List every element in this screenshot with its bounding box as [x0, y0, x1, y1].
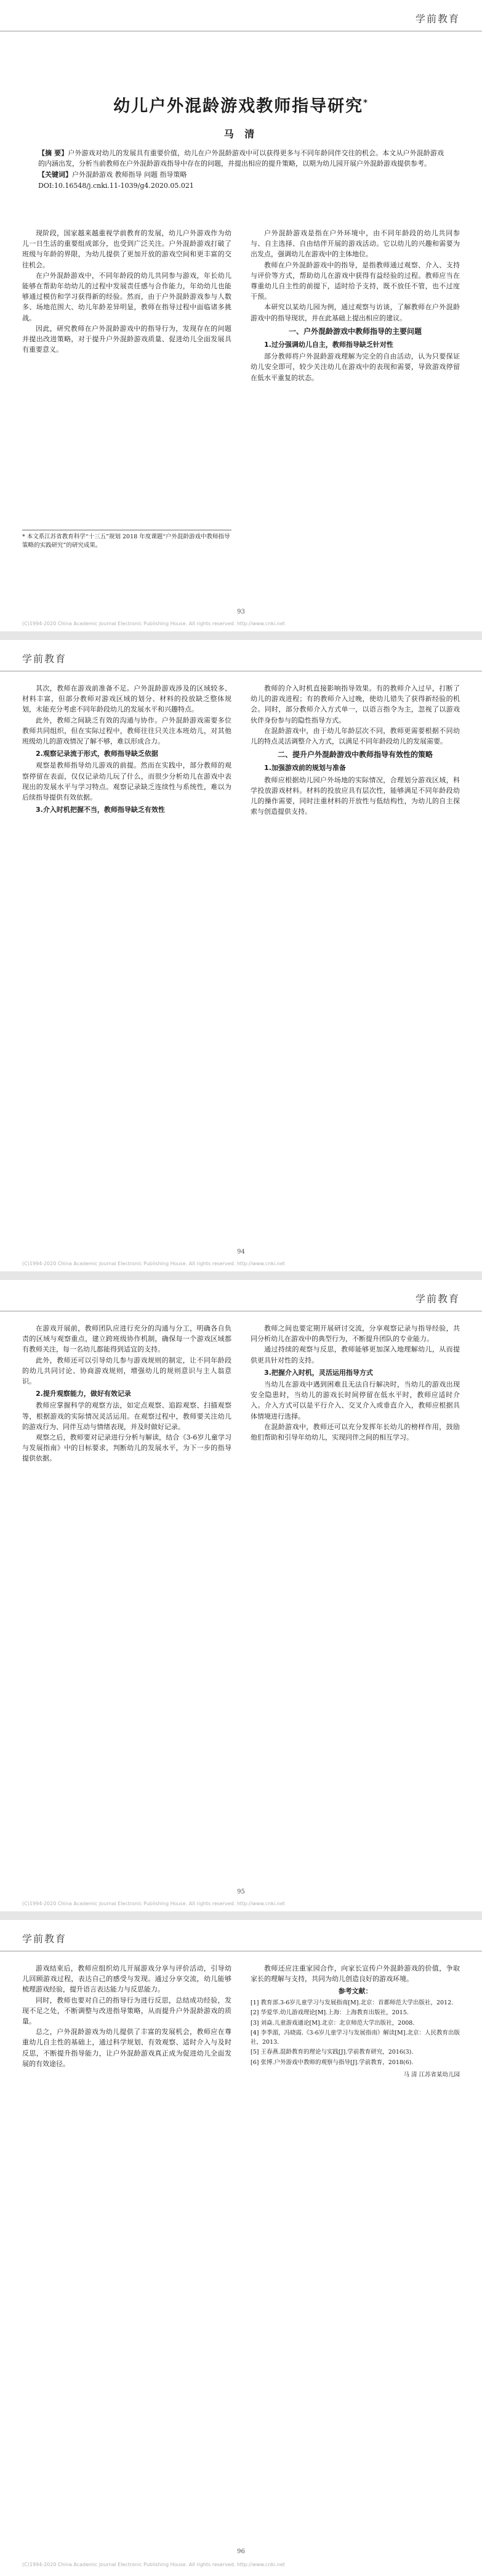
reference-item: [6] 张博.户外游戏中教师的观察与指导[J].学前教育，2018(6).: [251, 2059, 414, 2066]
journal-header: [0, 1280, 482, 1311]
page-1: [0, 0, 482, 631]
reference-item: [5] 王春燕.混龄教育的理论与实践[J].学前教育研究，2016(3).: [251, 2049, 414, 2056]
article-title: 幼儿户外混龄游戏教师指导研究*: [113, 97, 369, 116]
copyright-line: (C)1994-2020 China Academic Journal Electronic Publishing House. All rights reserved. http://www.cnki.net: [22, 1261, 285, 1266]
page-divider: [0, 1911, 482, 1920]
page2-left-column: 其次，教师在游戏前准备不足。户外混龄游戏涉及的区域较多、材料丰富，但部分教师对游戏区域的划分、材料的投放缺乏整体规划，未能充分考虑不同年龄段幼儿的发展水平和兴趣特点。 此外，教师之间缺乏有效的沟通与协作。户外混龄游戏需要多位教师共同组织，但在实际过程中，教师往往只关注本班幼儿，对其他班级幼儿的游戏情况了解不够，难以形成合力。 2.观察记录流于形式，教师指导缺乏依据 观察是教师指导幼儿游戏的前提。然而在实践中，部分教师的观察停留在表面，仅仅记录幼儿玩了什么，而很少分析幼儿在游戏中表现出的发展水平与学习特点。观察记录缺乏连续性与系统性，难以为后续指导提供有效依据。 3.介入时机把握不当，教师指导缺乏有效性: [22, 683, 231, 816]
subsection-heading: 3.介入时机把握不当，教师指导缺乏有效性: [36, 806, 165, 814]
page-number: 96: [237, 2548, 245, 2555]
footnote: * 本文系江苏省教育科学“十三五”规划 2018 年度课题“户外混龄游戏中教师指导策略的实践研究”的研究成果。: [22, 530, 231, 550]
doi: DOI:10.16548/j.cnki.11-1039/g4.2020.05.021: [38, 182, 194, 190]
page-4: [0, 1920, 482, 2576]
page-2: [0, 640, 482, 1271]
page4-right-column: 教师还应注重家园合作，向家长宣传户外混龄游戏的价值，争取家长的理解与支持，共同为幼儿创造良好的游戏环境。 参考文献： [1] 教育部.3-6岁儿童学习与发展指南[M].北京：首都师范大学出版社，2012. [2] 华爱华.幼儿游戏理论[M].上海：上海教育出版社，2015. [3] 刘焱.儿童游戏通论[M].北京：北京师范大学出版社，2008. [4] 李季湄，冯晓霞.《3-6岁儿童学习与发展指南》解读[M].北京：人民教育出版社，2013. [5] 王春燕.混龄教育的理论与实践[J].学前教育研究，2016(3). [6] 张博.户外游戏中教师的观察与指导[J].学前教育，2018(6). 马 清 江苏省某幼儿园: [251, 1963, 460, 2081]
page2-right-column: 教师的介入时机直接影响指导效果。有的教师介入过早，打断了幼儿的游戏进程；有的教师介入过晚，使幼儿错失了获得新经验的机会。同时，部分教师介入方式单一，以语言指令为主，忽视了以游戏伙伴身份参与的隐性指导方式。 在混龄游戏中，由于幼儿年龄层次不同，教师更需要根据不同幼儿的特点灵活调整介入方式，以满足不同年龄段幼儿的发展需要。 二、提升户外混龄游戏中教师指导有效性的策略 1.加强游戏前的规划与准备 教师应根据幼儿园户外场地的实际情况，合理划分游戏区域，科学投放游戏材料。材料的投放应具有层次性，能够满足不同年龄段幼儿的操作需要，同时注重材料的开放性与低结构性，为幼儿的自主探索与创造提供支持。: [251, 684, 460, 816]
journal-header: [0, 0, 482, 31]
subsection-heading: 3.把握介入时机，灵活运用指导方式: [264, 1368, 373, 1377]
author-note: 马 清 江苏省某幼儿园: [403, 2072, 460, 2079]
page3-left-column: 在游戏开展前，教师团队应进行充分的沟通与分工，明确各自负责的区域与观察重点，建立跨班级协作机制，确保每一个游戏区域都有教师关注，每一名幼儿都能得到适宜的支持。 此外，教师还可以引导幼儿参与游戏规则的制定，让不同年龄段的幼儿共同讨论、协商游戏规则，增强幼儿的规则意识与主人翁意识。 2.提升观察能力，做好有效记录 教师应掌握科学的观察方法，如定点观察、追踪观察、扫描观察等，根据游戏的实际情况灵活运用。在观察过程中，教师要关注幼儿的游戏行为、同伴互动与情绪表现，并及时做好记录。 观察之后，教师要对记录进行分析与解读，结合《3-6岁儿童学习与发展指南》中的目标要求，判断幼儿的发展水平，为下一步的指导提供依据。: [22, 1324, 231, 1463]
section-heading: 一、户外混龄游戏中教师指导的主要问题: [288, 326, 422, 336]
abstract: 【摘 要】户外游戏对幼儿的发展具有重要价值，幼儿在户外混龄游戏中可以获得更多与不同年龄同伴交往的机会。本文从户外混龄游戏的内涵出发，分析当前教师在户外混龄游戏指导中存在的问题，并提出相应的提升策略，以期为幼儿园开展户外混龄游戏提供参考。 【关键词】户外混龄游戏 教师指导 问题 指导策略 DOI:10.16548/j.cnki.11-1039/g4.2020.05.021: [38, 149, 444, 190]
page-divider: [0, 631, 482, 640]
page-divider: [0, 1271, 482, 1280]
journal-name: 学前教育: [415, 13, 460, 25]
references: [251, 1987, 460, 2080]
page-number: 94: [237, 1249, 245, 1255]
page1-left-column: 现阶段，国家越来越重视学前教育的发展，幼儿户外游戏作为幼儿一日生活的重要组成部分，也受到广泛关注。户外混龄游戏打破了班级与年龄的界限，为幼儿提供了更加开放的游戏空间和更丰富的交往机会。 在户外混龄游戏中，不同年龄段的幼儿共同参与游戏，年长幼儿能够在帮助年幼幼儿的过程中发展责任感与合作能力，年幼幼儿也能够通过模仿和学习获得新的经验。然而，由于户外混龄游戏参与人数多、场地范围大、幼儿年龄差异明显，教师在指导过程中面临诸多挑战。 因此，研究教师在户外混龄游戏中的指导行为，发现存在的问题并提出改进策略，对于提升户外混龄游戏质量、促进幼儿全面发展具有重要意义。: [22, 229, 231, 354]
page1-right-column: 户外混龄游戏是指在户外环境中，由不同年龄段的幼儿共同参与、自主选择、自由结伴开展的游戏活动。它以幼儿的兴趣和需要为出发点，强调幼儿在游戏中的主体地位。 教师在户外混龄游戏中的指导，是指教师通过观察、介入、支持与评价等方式，帮助幼儿在游戏中获得有益经验的过程。教师应当在尊重幼儿自主性的前提下，适时给予支持，既不放任不管，也不过度干预。 本研究以某幼儿园为例，通过观察与访谈，了解教师在户外混龄游戏中的指导现状，并在此基础上提出相应的建议。 一、户外混龄游戏中教师指导的主要问题 1.过分强调幼儿自主，教师指导缺乏针对性 部分教师将户外混龄游戏理解为完全的自由活动，认为只要保证幼儿安全即可，较少关注幼儿在游戏中的表现和需要，导致游戏停留在低水平重复的状态。: [251, 229, 460, 382]
copyright-line: (C)1994-2020 China Academic Journal Electronic Publishing House. All rights reserved. http://www.cnki.net: [22, 621, 285, 626]
copyright-line: (C)1994-2020 China Academic Journal Electronic Publishing House. All rights reserved. http://www.cnki.net: [22, 2562, 285, 2567]
journal-header: [0, 640, 482, 671]
reference-item: [2] 华爱华.幼儿游戏理论[M].上海：上海教育出版社，2015.: [251, 2009, 409, 2017]
article-author: 马 清: [223, 128, 259, 140]
journal-name: 学前教育: [415, 1293, 460, 1305]
subsection-heading: 2.提升观察能力，做好有效记录: [36, 1390, 131, 1398]
page4-left-column: 游戏结束后，教师应组织幼儿开展游戏分享与评价活动，引导幼儿回顾游戏过程，表达自己的感受与发现。通过分享交流，幼儿能够梳理游戏经验，提升语言表达能力与反思能力。 同时，教师也要对自己的指导行为进行反思，总结成功经验，发现不足之处，不断调整与改进指导策略，从而提升户外混龄游戏的质量。 总之，户外混龄游戏为幼儿提供了丰富的发展机会，教师应在尊重幼儿自主性的基础上，通过科学规划、有效观察、适时介入与及时反思，不断提升指导能力，让户外混龄游戏真正成为促进幼儿全面发展的有效途径。: [22, 1964, 231, 2068]
page-3: [0, 1280, 482, 1911]
subsection-heading: 1.加强游戏前的规划与准备: [264, 764, 346, 772]
references-heading: 参考文献：: [338, 1987, 372, 1996]
journal-name: 学前教育: [22, 1933, 67, 1945]
subsection-heading: 1.过分强调幼儿自主，教师指导缺乏针对性: [264, 341, 393, 349]
reference-item: [3] 刘焱.儿童游戏通论[M].北京：北京师范大学出版社，2008.: [251, 2019, 415, 2027]
reference-item: [1] 教育部.3-6岁儿童学习与发展指南[M].北京：首都师范大学出版社，2012.: [251, 1999, 454, 2006]
page-number: 93: [237, 609, 245, 615]
page-number: 95: [237, 1889, 245, 1895]
journal-name: 学前教育: [22, 653, 67, 665]
copyright-line: (C)1994-2020 China Academic Journal Electronic Publishing House. All rights reserved. http://www.cnki.net: [22, 1901, 285, 1906]
journal-header: [0, 1920, 482, 1951]
page3-right-column: 教师之间也要定期开展研讨交流，分享观察记录与指导经验，共同分析幼儿在游戏中的典型行为，不断提升团队的专业能力。 通过持续的观察与反思，教师能够更加深入地理解幼儿，从而提供更具针对性的支持。 3.把握介入时机，灵活运用指导方式 当幼儿在游戏中遇到困难且无法自行解决时，当幼儿的游戏出现安全隐患时，当幼儿的游戏长时间停留在低水平时，教师应适时介入。介入方式可以是平行介入、交叉介入或垂直介入，教师应根据具体情境进行选择。 在混龄游戏中，教师还可以充分发挥年长幼儿的榜样作用，鼓励他们帮助和引导年幼幼儿，实现同伴之间的相互学习。: [251, 1324, 460, 1442]
subsection-heading: 2.观察记录流于形式，教师指导缺乏依据: [36, 750, 158, 758]
section-heading: 二、提升户外混龄游戏中教师指导有效性的策略: [277, 750, 433, 759]
reference-item: [4] 李季湄，冯晓霞.《3-6岁儿童学习与发展指南》解读[M].北京：人民教育出版社，2013.: [251, 2030, 460, 2046]
